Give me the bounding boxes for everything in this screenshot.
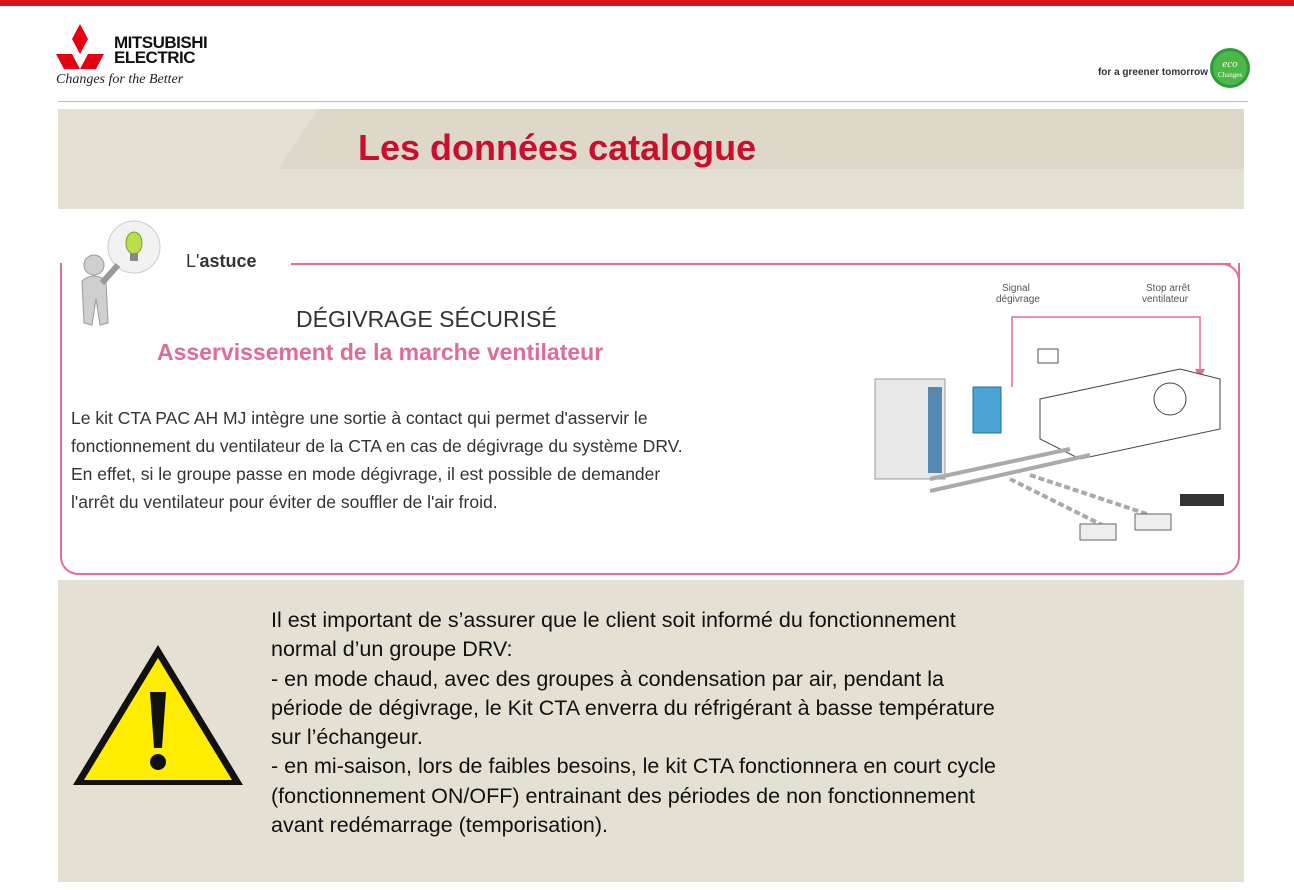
warning-line: - en mode chaud, avec des groupes à condensation par air, pendant la [271,666,944,691]
signal-label-1: Signal [1002,283,1030,294]
three-diamonds-icon [50,22,110,72]
warning-line: période de dégivrage, le Kit CTA enverra du réfrigérant à basse température [271,695,995,720]
stop-label-1: Stop arrêt [1146,283,1190,294]
warning-text [271,606,1231,840]
header-divider [58,101,1248,102]
tip-body-line: Le kit CTA PAC AH MJ intègre une sortie à contact qui permet d'asservir le [71,408,648,428]
warning-line: - en mi-saison, lors de faibles besoins, le kit CTA fonctionnera en court cycle [271,754,996,779]
page-title: Les données catalogue [358,127,757,168]
warning-line: Il est important de s’assurer que le client soit informé du fonctionnement [271,608,956,632]
svg-text:eco: eco [1222,58,1238,70]
tip-body-line: l'arrêt du ventilateur pour éviter de souffler de l'air froid. [71,492,498,512]
tip-body [71,404,871,516]
svg-text:Changes: Changes [1217,71,1243,79]
warning-line: sur l’échangeur. [271,725,423,750]
warning-line: (fonctionnement ON/OFF) entrainant des périodes de non fonctionnement [271,783,975,808]
tip-heading: DÉGIVRAGE SÉCURISÉ [296,306,557,332]
warning-line: avant redémarrage (temporisation). [271,813,608,838]
warning-line: normal d’un groupe DRV: [271,637,513,662]
tip-panel [58,209,1244,580]
signal-label-2: dégivrage [996,294,1040,305]
mitsubishi-logo [50,22,270,92]
top-accent-bar [0,0,1294,6]
title-band [58,109,1244,209]
tip-frame-top [291,263,1231,265]
brand-line-2: ELECTRIC [114,48,195,67]
stop-label-2: ventilateur [1142,294,1189,305]
tagline: for a greener tomorrow [1097,67,1208,78]
slogan: Changes for the Better [56,72,184,87]
idea-person-icon [72,213,182,343]
warning-panel [58,580,1244,882]
tip-body-line: En effet, si le groupe passe en mode dégivrage, il est possible de demander [71,464,661,484]
eco-changes-icon [1208,46,1252,90]
brand-line-1: MITSUBISHI [114,33,208,52]
tip-subheading: Asservissement de la marche ventilateur [157,339,604,365]
tip-body-line: fonctionnement du ventilateur de la CTA en cas de dégivrage du système DRV. [71,436,683,456]
warning-triangle-icon [68,640,248,790]
defrost-diagram [870,279,1240,569]
tip-label: L'astuce [186,251,257,271]
